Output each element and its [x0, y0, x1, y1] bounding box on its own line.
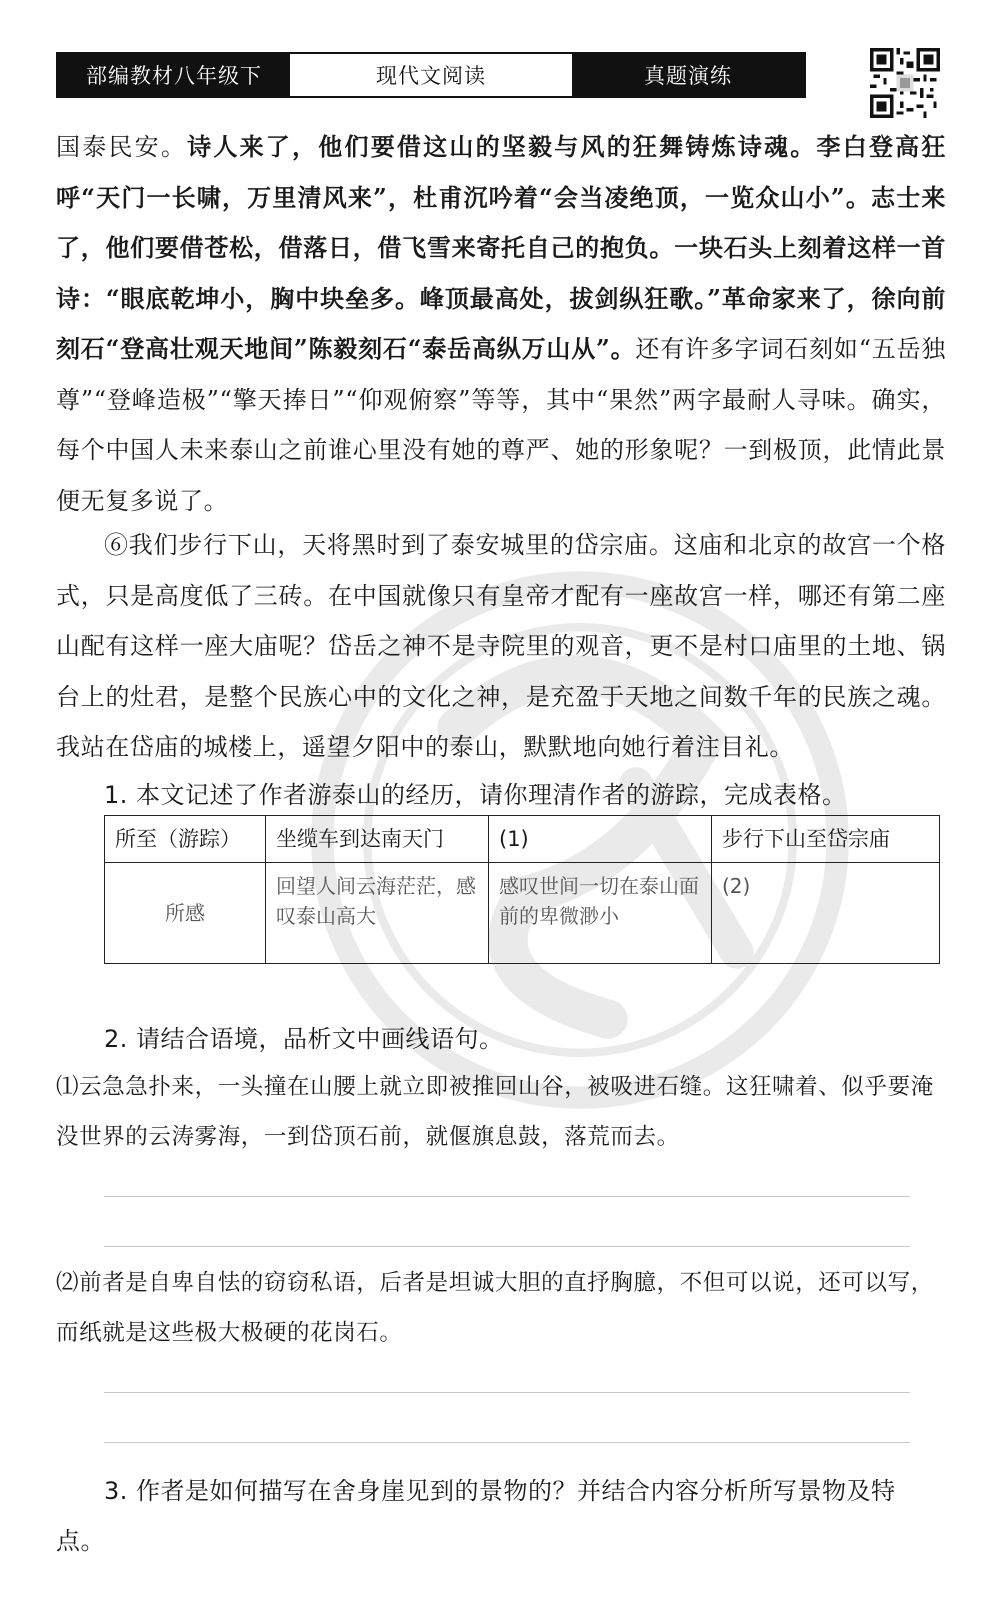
- tour-table: [104, 815, 940, 964]
- passage-rest: 还有许多字词石刻如“五岳独尊”“登峰造极”“擎天捧日”“仰观俯察”等等，其中“果然”两字最耐人寻味。确实，每个中国人未来泰山之前谁心里没有她的尊严、她的形象呢？一到极顶，此情此景便无复多说了。: [56, 335, 946, 515]
- passage-paragraph-5: [56, 122, 946, 526]
- passage-lead: 国泰民安。: [56, 133, 188, 161]
- table-cell: 步行下山至岱宗庙: [712, 816, 940, 863]
- header-section-label: 现代文阅读: [290, 54, 572, 96]
- passage-underlined-bold: 诗人来了，他们要借这山的坚毅与风的狂舞铸炼诗魂。李白登高狂呼“天门一长啸，万里清风来”，杜甫沉吟着“会当凌绝顶，一览众山小”。志士来了，他们要借苍松，借落日，借飞雪来寄托自己的抱负。一块石头上刻着这样一首诗：“眼底乾坤小，胸中块垒多。峰顶最高处，拔剑纵狂歌。”革命家来了，徐向前刻石“登高壮观天地间”陈毅刻石“泰岳高纵万山从”。: [56, 132, 946, 363]
- qr-code-icon: [870, 48, 940, 118]
- table-cell: 感叹世间一切在泰山面前的卑微渺小: [489, 863, 712, 964]
- answer-line[interactable]: [104, 1442, 910, 1443]
- answer-line[interactable]: [104, 1246, 910, 1247]
- question-2-sub-1: ⑴云急急扑来，一头撞在山腰上就立即被推回山谷，被吸进石缝。这狂啸着、似乎要淹没世界的云涛雾海，一到岱顶石前，就偃旗息鼓，落荒而去。: [56, 1074, 934, 1150]
- question-3-text: 3. 作者是如何描写在舍身崖见到的景物的？并结合内容分析所写景物及特点。: [56, 1477, 896, 1555]
- table-cell: 所感: [105, 863, 266, 964]
- table-row: [105, 863, 940, 964]
- table-blank-2[interactable]: (2): [712, 863, 940, 964]
- question-1: 1. 本文记述了作者游泰山的经历，请你理清作者的游踪，完成表格。: [104, 781, 847, 809]
- table-cell: 回望人间云海茫茫，感叹泰山高大: [266, 863, 489, 964]
- table-blank-1[interactable]: (1): [489, 816, 712, 863]
- table-cell: 坐缆车到达南天门: [266, 816, 489, 863]
- header-grade-label: 部编教材八年级下: [58, 54, 290, 96]
- question-3: [56, 1466, 936, 1566]
- header-exercise-label: 真题演练: [572, 54, 804, 96]
- answer-line[interactable]: [104, 1196, 910, 1197]
- page-header: [56, 52, 806, 98]
- table-row: [105, 816, 940, 863]
- question-2-sub-2: ⑵前者是自卑自怯的窃窃私语，后者是坦诚大胆的直抒胸臆，不但可以说，还可以写，而纸就是这些极大极硬的花岗石。: [56, 1270, 934, 1346]
- table-cell: 所至（游踪）: [105, 816, 266, 863]
- passage-paragraph-6: ⑥我们步行下山，天将黑时到了泰安城里的岱宗庙。这庙和北京的故宫一个格式，只是高度低了三砖。在中国就像只有皇帝才配有一座故宫一样，哪还有第二座山配有这样一座大庙呢？岱岳之神不是寺院里的观音，更不是村口庙里的土地、锅台上的灶君，是整个民族心中的文化之神，是充盈于天地之间数千年的民族之魂。我站在岱庙的城楼上，遥望夕阳中的泰山，默默地向她行着注目礼。: [56, 531, 946, 761]
- answer-line[interactable]: [104, 1392, 910, 1393]
- question-2: 2. 请结合语境，品析文中画线语句。: [104, 1025, 504, 1053]
